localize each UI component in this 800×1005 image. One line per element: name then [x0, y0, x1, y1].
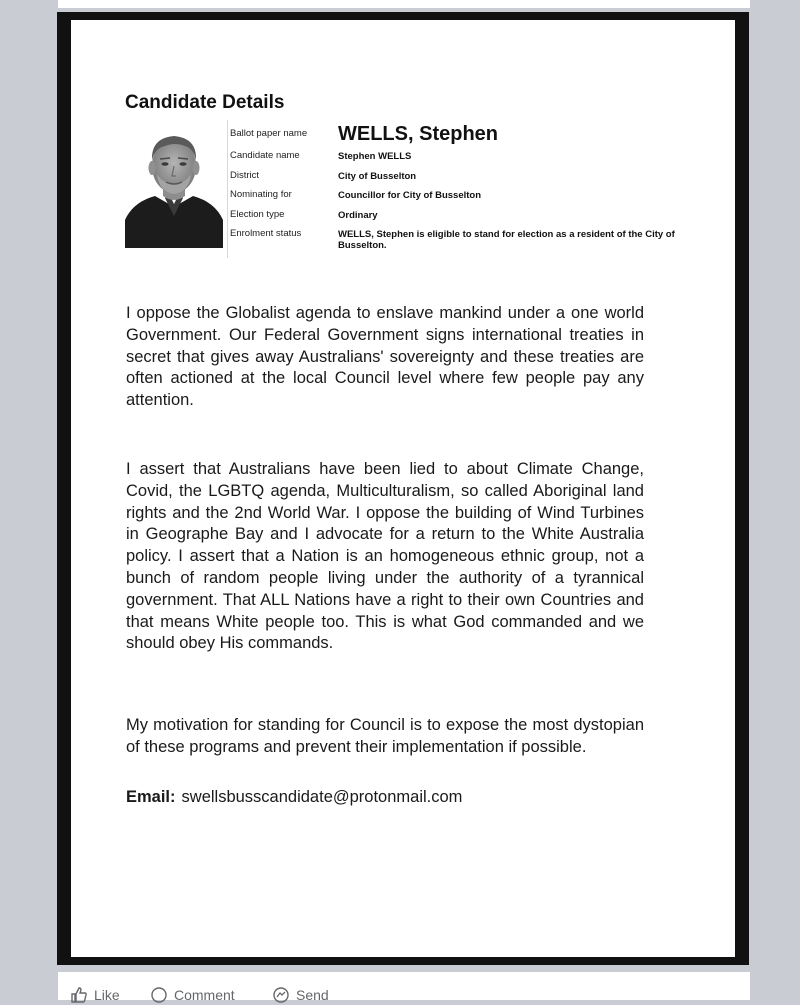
detail-row-nominating-for — [227, 189, 697, 209]
candidate-details-table — [227, 120, 697, 258]
document-page — [71, 20, 735, 957]
detail-value: City of Busselton — [338, 170, 417, 182]
messenger-icon — [272, 986, 290, 1004]
send-label: Send — [296, 987, 329, 1003]
detail-row-district — [227, 170, 697, 190]
thumbs-up-icon — [70, 986, 88, 1004]
send-button[interactable] — [272, 985, 329, 1005]
detail-label: Nominating for — [230, 189, 292, 200]
detail-label: Candidate name — [230, 150, 300, 161]
detail-row-enrolment-status — [227, 228, 697, 258]
detail-label: Ballot paper name — [230, 128, 308, 139]
detail-value: WELLS, Stephen is eligible to stand for election as a resident of the City of Busselton. — [338, 229, 675, 251]
comment-label: Comment — [174, 987, 235, 1003]
statement-paragraph: I oppose the Globalist agenda to enslave mankind under a one world Government. Our Federal Government signs international treaties in secret that gives away Australians' sovereignty and these treaties are often actioned at the local Council level where few people pay any attention. — [126, 304, 644, 410]
detail-value: Stephen WELLS — [338, 151, 412, 162]
detail-row-ballot-name — [227, 120, 697, 150]
candidate-photo — [125, 124, 223, 248]
email-label: Email: — [126, 788, 176, 806]
statement-paragraph: I assert that Australians have been lied to about Climate Change, Covid, the LGBTQ agenda, Multiculturalism, so called Aboriginal land rights and the 2nd World War. I oppose the building of Wind Turbines in Geographe Bay and I advocate for a return to the White Australia policy. I assert that a Nation is an homogeneous ethnic group, not a bunch of random people living under the authority of a tyrannical government. That ALL Nations have a right to their own Countries and that means White people too. This is what God commanded and we should obey His commands. — [126, 460, 644, 653]
detail-label: Enrolment status — [230, 228, 302, 239]
like-label: Like — [94, 987, 120, 1003]
detail-label: Election type — [230, 208, 285, 220]
document-image-frame — [57, 12, 749, 965]
detail-row-election-type — [227, 209, 697, 229]
detail-value: Councillor for City of Busselton — [338, 190, 482, 201]
statement-paragraph: My motivation for standing for Council is to expose the most dystopian of these programs and prevent their implementation if possible. — [126, 716, 644, 756]
email-line — [126, 788, 462, 807]
detail-row-candidate-name — [227, 150, 697, 170]
previous-post-edge — [58, 0, 750, 8]
like-button[interactable] — [70, 985, 120, 1005]
document-title: Candidate Details — [125, 92, 285, 113]
comment-icon — [150, 986, 168, 1004]
email-address: swellsbusscandidate@protonmail.com — [181, 788, 463, 806]
detail-value: WELLS, Stephen — [338, 123, 498, 145]
detail-value: Ordinary — [338, 209, 378, 221]
comment-button[interactable] — [150, 985, 235, 1005]
post-action-bar — [58, 972, 750, 1003]
detail-label: District — [230, 169, 260, 181]
